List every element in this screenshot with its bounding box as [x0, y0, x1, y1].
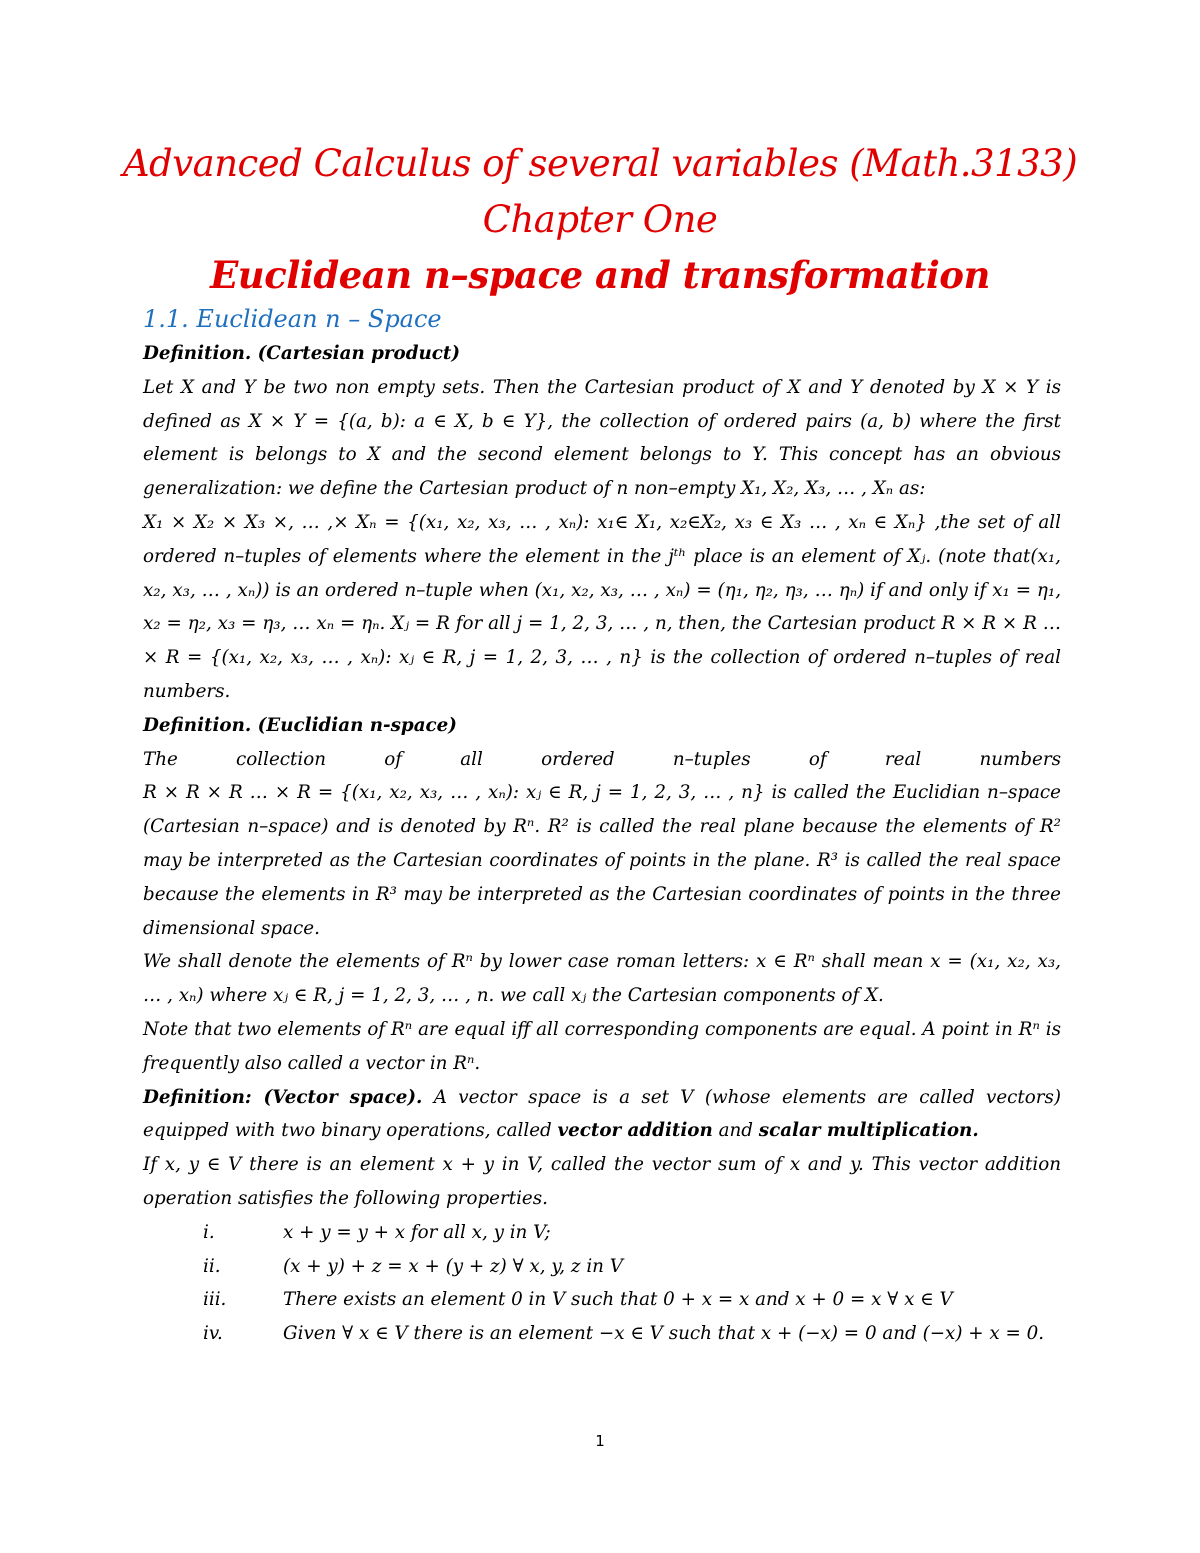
- definition-vector-space: [143, 1081, 1061, 1149]
- paragraph-note: Note that two elements of Rⁿ are equal iff all corresponding components are equal. A point in Rⁿ is frequently also called a vector in Rⁿ.: [143, 1018, 1061, 1074]
- list-item-text: Given ∀ x ∈ V there is an element −x ∈ V such that x + (−x) = 0 and (−x) + x = 0.: [283, 1323, 1045, 1345]
- list-item: [143, 1250, 1061, 1284]
- document-body: [143, 337, 1061, 1351]
- term-vector-addition: vector addition: [557, 1120, 713, 1142]
- text-and: and: [712, 1120, 759, 1142]
- definition-vector-space-text: A vector space is a set V (whose elements are called vectors) equipped with two binary operations, called: [143, 1086, 1062, 1142]
- section-heading: 1.1. Euclidean n – Space: [143, 305, 442, 333]
- list-item-number: iv.: [203, 1323, 223, 1345]
- chapter-title: Chapter One: [482, 198, 718, 241]
- definition-text-cartesian: Let X and Y be two non empty sets. Then the Cartesian product of X and Y denoted by X × Y is defined as X × Y = {(a, b): a ∈ X, b ∈ Y}, the collection of ordered pairs (a, b) where the first element is belongs to X and the second element belongs to Y. This concept has an obvious generalization: we define the Cartesian product of n non–empty X₁, X₂, X₃, … , Xₙ as:: [143, 376, 1061, 500]
- list-item-number: ii.: [203, 1255, 221, 1277]
- page-number: 1: [595, 1432, 605, 1450]
- list-item-text: x + y = y + x for all x, y in V;: [283, 1221, 551, 1243]
- properties-list: [143, 1216, 1061, 1351]
- list-item: [143, 1216, 1061, 1250]
- definition-text-euclidian: R × R × R … × R = {(x₁, x₂, x₃, … , xₙ): xⱼ ∈ R, j = 1, 2, 3, … , n} is called the Euclidian n–space (Cartesian n–space) and is denoted by Rⁿ. R² is called the real plane because the elements of R² may be interpreted as the Cartesian coordinates of points in the plane. R³ is called the real space because the elements in R³ may be interpreted as the Cartesian coordinates of points in the three dimensional space.: [143, 782, 1061, 939]
- paragraph-denote: We shall denote the elements of Rⁿ by lower case roman letters: x ∈ Rⁿ shall mean x = (x₁, x₂, x₃, … , xₙ) where xⱼ ∈ R, j = 1, 2, 3, … , n. we call xⱼ the Cartesian components of X.: [143, 951, 1061, 1007]
- list-item: [143, 1317, 1061, 1351]
- list-item-number: iii.: [203, 1289, 227, 1311]
- definition-title-cartesian: Definition. (Cartesian product): [143, 343, 461, 364]
- list-item-text: There exists an element 0 in V such that 0 + x = x and x + 0 = x ∀ x ∈ V: [283, 1289, 953, 1311]
- definition-title-euclidian: Definition. (Euclidian n-space): [143, 714, 457, 736]
- definition-euclidian-first-line: The collection of all ordered n–tuples of real numbers: [143, 748, 1061, 770]
- chapter-subtitle: Euclidean n–space and transformation: [210, 253, 990, 297]
- list-item: [143, 1283, 1061, 1317]
- term-scalar-multiplication: scalar multiplication.: [758, 1120, 979, 1142]
- list-item-number: i.: [203, 1221, 215, 1243]
- paragraph-vector-sum: If x, y ∈ V there is an element x + y in V, called the vector sum of x and y. This vector addition operation satisfies the following properties.: [143, 1154, 1061, 1209]
- course-title: Advanced Calculus of several variables (Math.3133): [122, 142, 1078, 185]
- definition-title-vector-space: Definition: (Vector space).: [143, 1086, 423, 1108]
- cartesian-generalization-text: X₁ × X₂ × X₃ ×, … ,× Xₙ = {(x₁, x₂, x₃, … , xₙ): x₁∈ X₁, x₂∈X₂, x₃ ∈ X₃ … , xₙ ∈ Xₙ} ,the set of all ordered n–tuples of elements where the element in the jᵗʰ place is an element of Xⱼ. (note that(x₁, x₂, x₃, … , xₙ)) is an ordered n–tuple when (x₁, x₂, x₃, … , xₙ) = (η₁, η₂, η₃, … ηₙ) if and only if x₁ = η₁, x₂ = η₂, x₃ = η₃, … xₙ = ηₙ. Xⱼ = R for all j = 1, 2, 3, … , n, then, the Cartesian product R × R × R … × R = {(x₁, x₂, x₃, … , xₙ): xⱼ ∈ R, j = 1, 2, 3, … , n} is the collection of ordered n–tuples of real numbers.: [143, 511, 1061, 702]
- list-item-text: (x + y) + z = x + (y + z) ∀ x, y, z in V: [283, 1255, 623, 1277]
